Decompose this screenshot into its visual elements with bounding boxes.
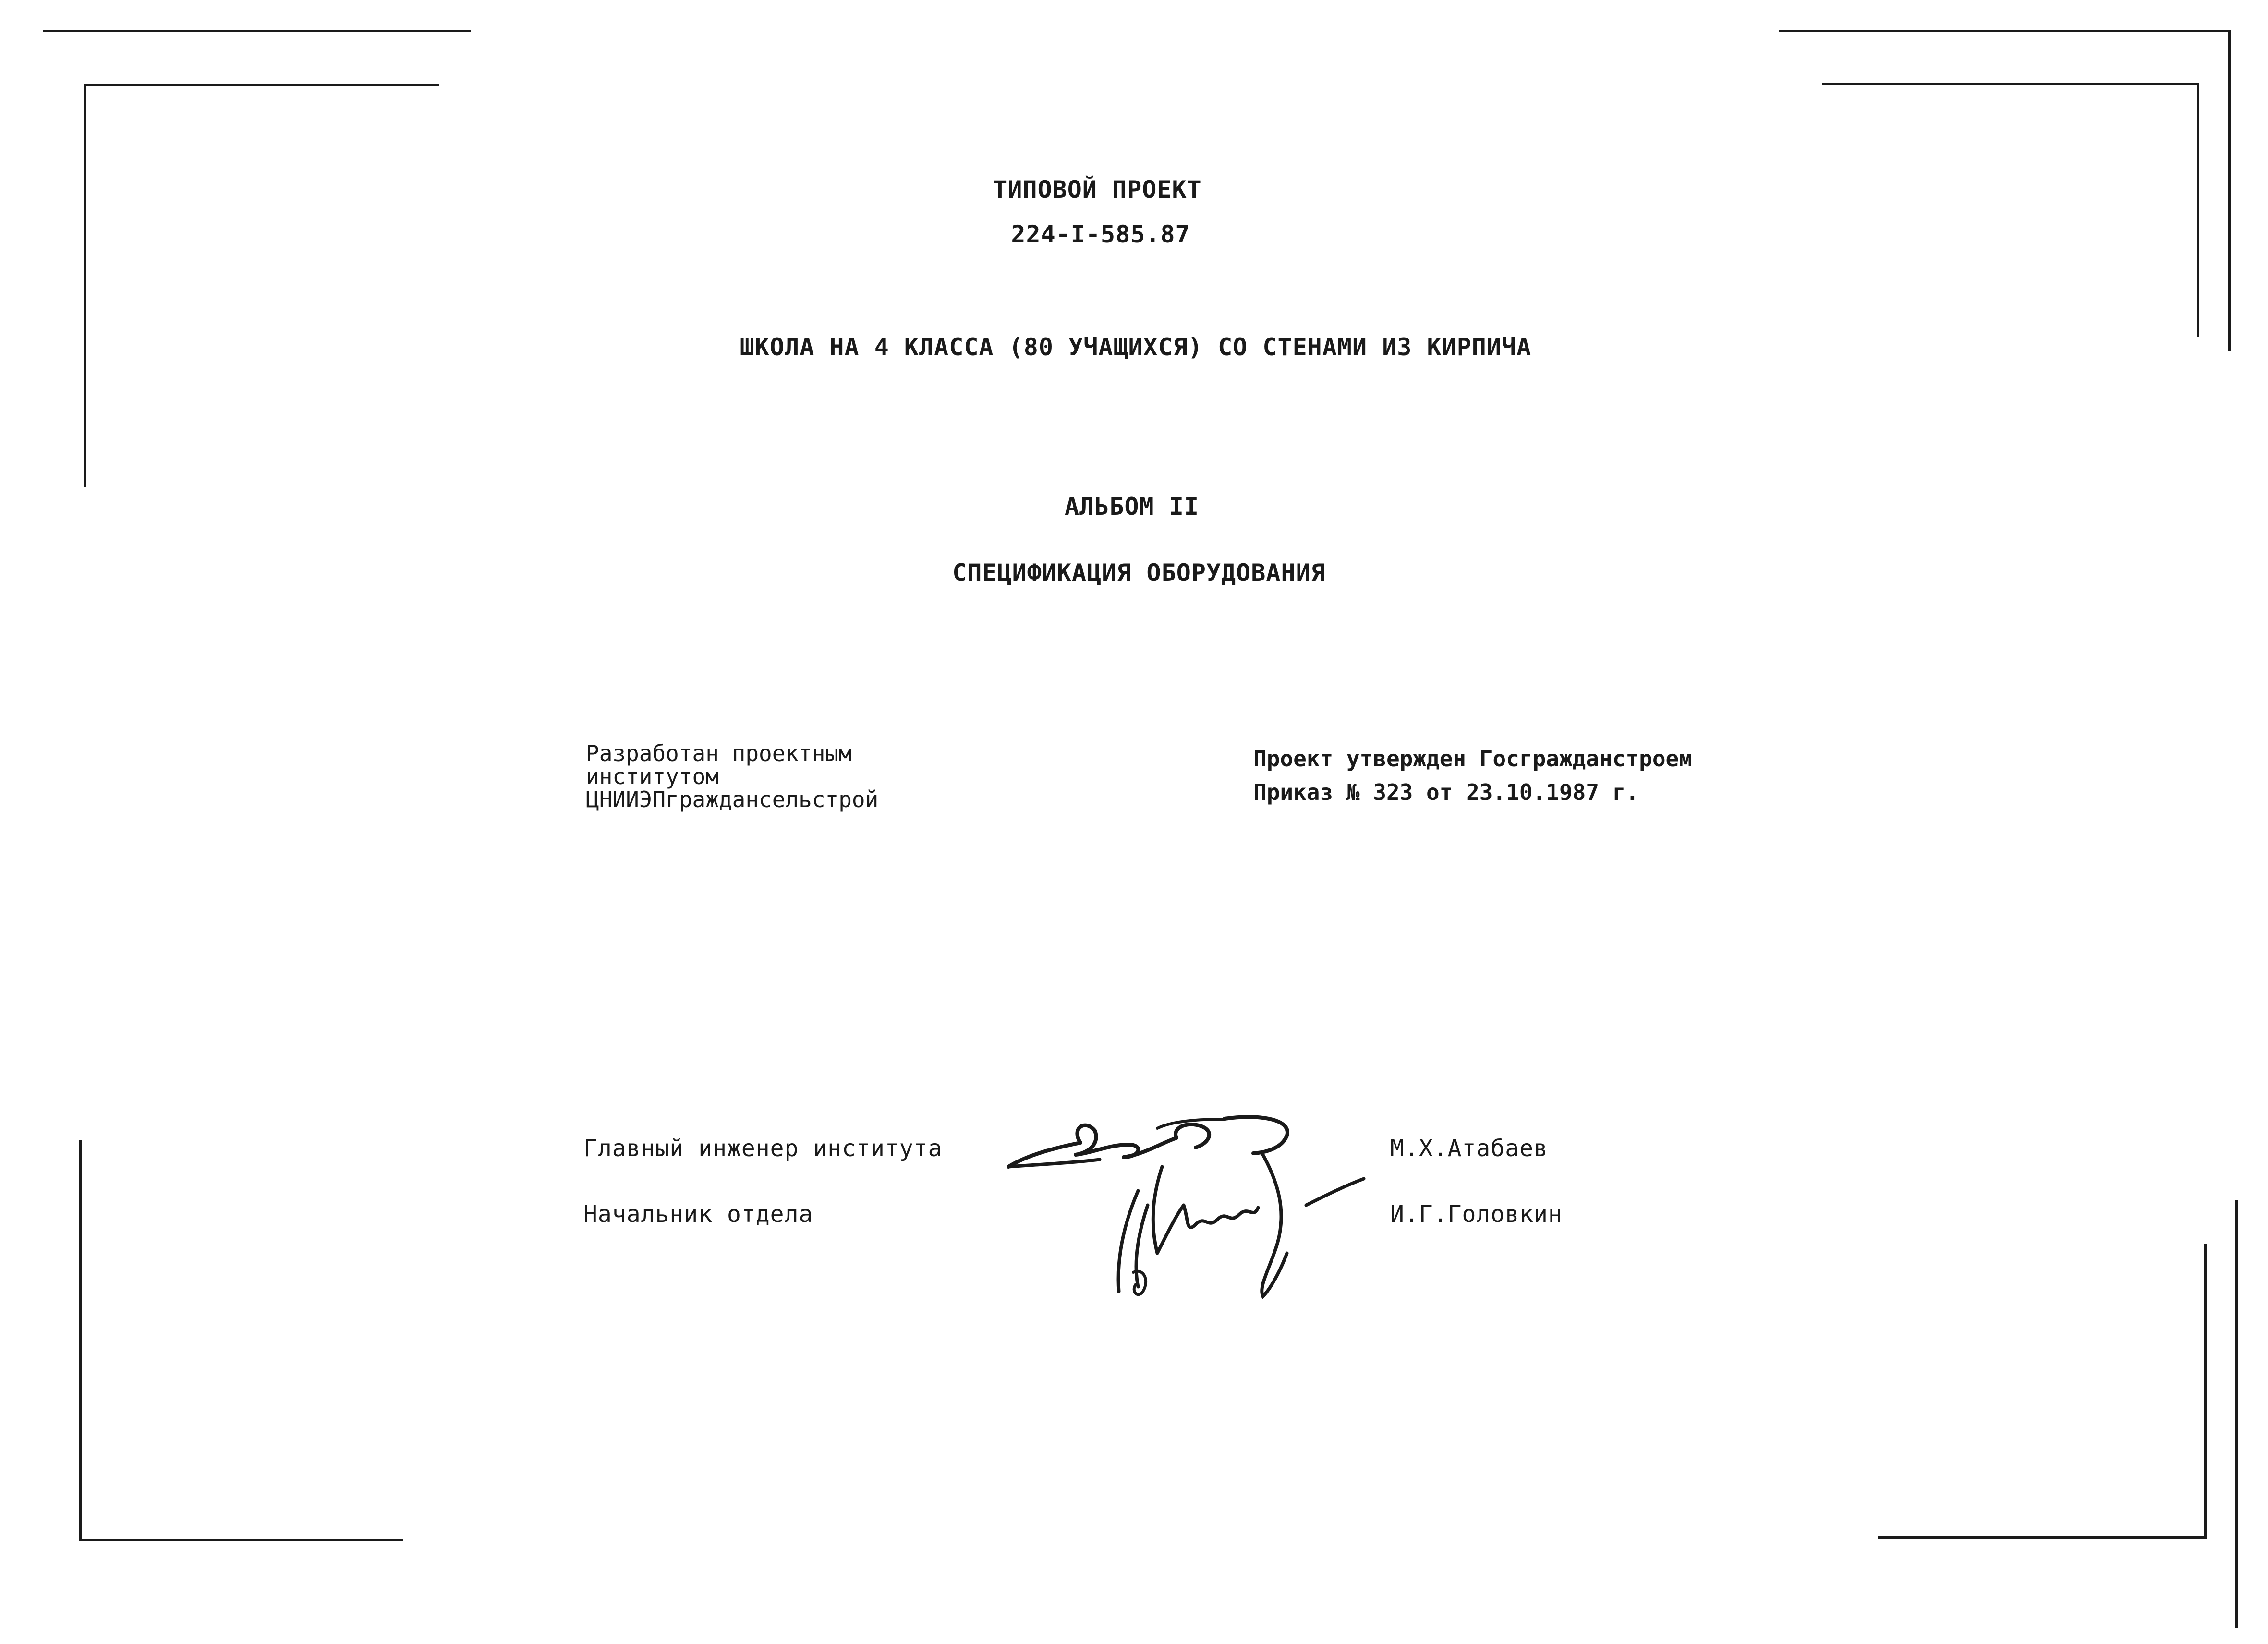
approval-line-1: Проект утвержден Госгражданстроем — [1253, 746, 1692, 772]
project-number: 224-I-585.87 — [1011, 220, 1190, 248]
signature-department-head — [1104, 1152, 1373, 1316]
frame-line-top-left-outer — [43, 30, 471, 32]
developer-line-2: институтом — [586, 763, 719, 789]
frame-line-left-upper — [84, 84, 86, 487]
frame-line-left-lower — [79, 1140, 82, 1541]
frame-line-right-outer-upper — [2228, 30, 2231, 351]
frame-line-bottom-left — [79, 1539, 403, 1541]
approval-line-2: Приказ № 323 от 23.10.1987 г. — [1253, 779, 1639, 805]
frame-line-right-inner-upper — [2197, 83, 2199, 337]
album-number: АЛЬБОМ II — [1065, 493, 1199, 520]
frame-line-top-right-inner — [1822, 83, 2197, 85]
album-subject: СПЕЦИФИКАЦИЯ ОБОРУДОВАНИЯ — [952, 559, 1326, 587]
signatory-name-2: И.Г.Головкин — [1390, 1201, 1563, 1228]
developer-line-3: ЦНИИЭПграждансельстрой — [586, 786, 879, 812]
developer-line-1: Разработан проектным — [586, 740, 852, 766]
frame-line-top-right-outer — [1779, 30, 2231, 32]
signatory-role-1: Главный инженер института — [583, 1135, 943, 1162]
document-title: ШКОЛА НА 4 КЛАССА (80 УЧАЩИХСЯ) СО СТЕНАМИ ИЗ КИРПИЧА — [740, 333, 1532, 361]
developer-block — [586, 742, 878, 811]
frame-line-top-left-inner — [84, 84, 439, 86]
approval-block — [1253, 742, 1692, 809]
signatory-role-2: Начальник отдела — [583, 1201, 813, 1228]
frame-line-bottom-right — [1878, 1536, 2207, 1539]
frame-line-right-outer-lower — [2235, 1200, 2238, 1628]
project-type-heading: ТИПОВОЙ ПРОЕКТ — [993, 176, 1202, 204]
signatory-name-1: М.Х.Атабаев — [1390, 1135, 1548, 1162]
frame-line-right-inner-lower — [2204, 1244, 2207, 1539]
